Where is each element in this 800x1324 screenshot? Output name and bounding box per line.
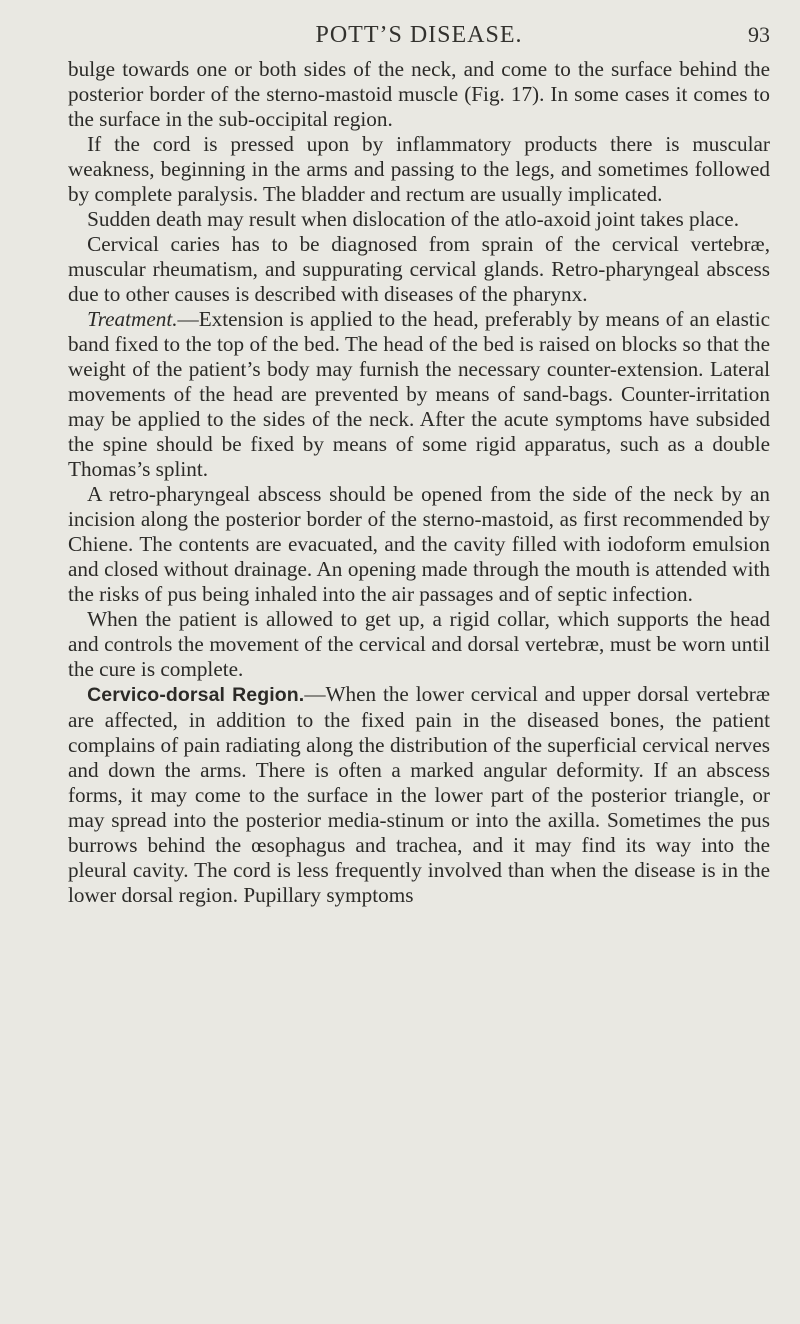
running-title: POTT’S DISEASE. bbox=[315, 22, 523, 48]
paragraph-abscess-opening bbox=[68, 482, 770, 607]
running-header bbox=[68, 22, 770, 52]
paragraph-text: bulge towards one or both sides of the neck, and come to the surface behind the posterior border of the sterno-mastoid muscle (Fig. 17). In some cases it comes to the surface in the sub-occipital region. bbox=[68, 57, 770, 131]
paragraph-rigid-collar bbox=[68, 607, 770, 682]
paragraph-text: —When the lower cervical and upper dorsal vertebræ are affected, in addition to the fixed pain in the diseased bones, the patient complains of pain radiating along the distribution of the superficial cervical nerves and down the arms. There is often a marked angular deformity. If an abscess forms, it may come to the surface in the lower part of the posterior triangle, or may spread into the posterior media-stinum or into the axilla. Sometimes the pus burrows behind the œsophagus and trachea, and it may find its way into the pleural cavity. The cord is less frequently involved than when the disease is in the lower dorsal region. Pupillary symptoms bbox=[68, 682, 770, 907]
paragraph-abscess-course bbox=[68, 57, 770, 132]
paragraph-text: Sudden death may result when dislocation of the atlo-axoid joint takes place. bbox=[87, 207, 740, 231]
paragraph-text: If the cord is pressed upon by inflammatory products there is muscular weakness, beginning in the arms and passing to the legs, and sometimes followed by complete paralysis. The bladder and rectum are usually implicated. bbox=[68, 132, 770, 206]
paragraph-text: A retro-pharyngeal abscess should be opened from the side of the neck by an incision along the posterior border of the sterno-mastoid, as first recommended by Chiene. The contents are evacuated, and the cavity filled with iodoform emulsion and closed without drainage. An opening made through the mouth is attended with the risks of pus being inhaled into the air passages and of septic infection. bbox=[68, 482, 770, 606]
paragraph-text: Cervical caries has to be diagnosed from sprain of the cervical vertebræ, muscular rheumatism, and suppurating cervical glands. Retro-pharyngeal abscess due to other causes is described with diseases of the pharynx. bbox=[68, 232, 770, 306]
cervico-dorsal-heading: Cervico-dorsal Region. bbox=[87, 684, 305, 706]
paragraph-cord-pressure bbox=[68, 132, 770, 207]
paragraph-text: When the patient is allowed to get up, a rigid collar, which supports the head and controls the movement of the cervical and dorsal vertebræ, must be worn until the cure is complete. bbox=[68, 607, 770, 681]
paragraph-treatment bbox=[68, 307, 770, 482]
body-text bbox=[68, 57, 770, 908]
paragraph-cervico-dorsal bbox=[68, 682, 770, 908]
paragraph-diagnosis bbox=[68, 232, 770, 307]
paragraph-text: —Extension is applied to the head, preferably by means of an elastic band fixed to the top of the bed. The head of the bed is raised on blocks so that the weight of the patient’s body may furnish the necessary counter-extension. Lateral movements of the head are prevented by means of sand-bags. Counter-irritation may be applied to the sides of the neck. After the acute symptoms have subsided the spine should be fixed by means of some rigid apparatus, such as a double Thomas’s splint. bbox=[68, 307, 770, 481]
paragraph-sudden-death bbox=[68, 207, 770, 232]
page-number: 93 bbox=[748, 22, 770, 47]
treatment-heading: Treatment. bbox=[87, 307, 178, 331]
